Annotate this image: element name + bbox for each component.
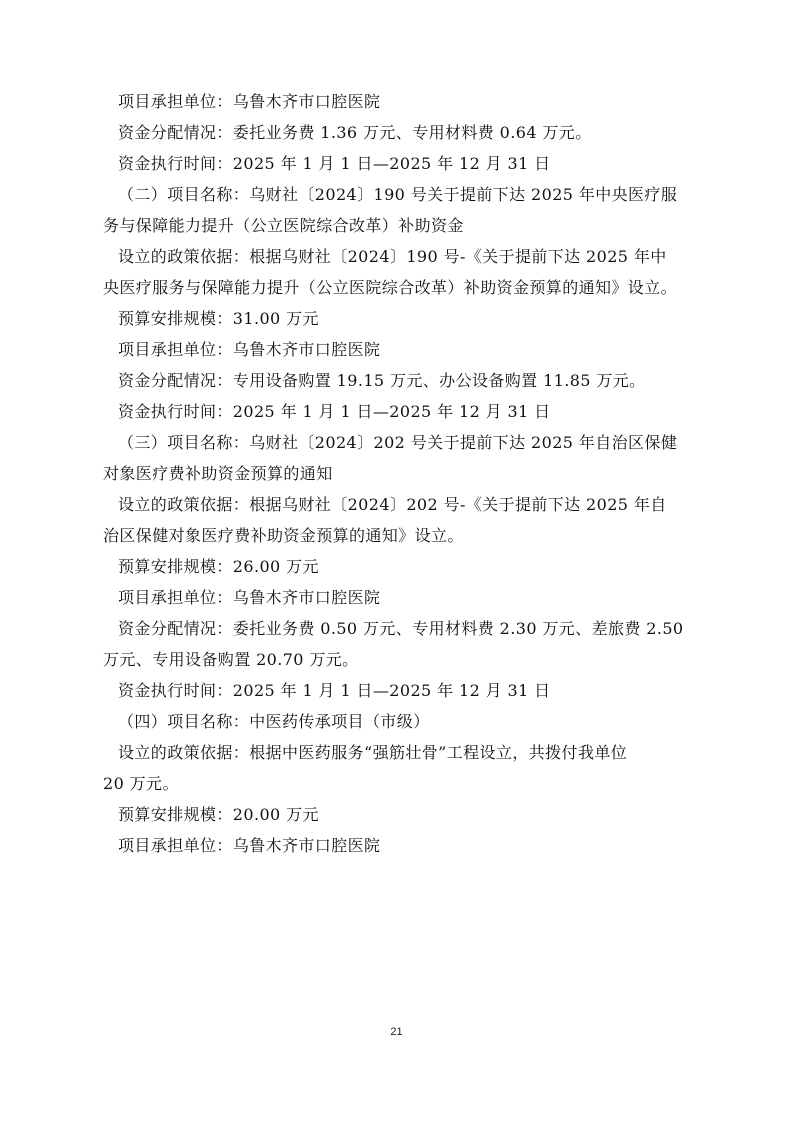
text-line: 设立的政策依据：根据乌财社〔2024〕190 号-《关于提前下达 2025 年中 — [118, 247, 667, 266]
section-heading-continued: 务与保障能力提升（公立医院综合改革）补助资金 — [103, 216, 464, 235]
text-line: 项目承担单位：乌鲁木齐市口腔医院 — [118, 588, 381, 607]
text-line-continued: 央医疗服务与保障能力提升（公立医院综合改革）补助资金预算的通知》设立。 — [103, 278, 678, 297]
text-line: 项目承担单位：乌鲁木齐市口腔医院 — [118, 340, 381, 359]
section-heading: （三）项目名称：乌财社〔2024〕202 号关于提前下达 2025 年自治区保健 — [118, 433, 678, 452]
text-line: 预算安排规模：31.00 万元 — [118, 309, 319, 328]
text-line-continued: 治区保健对象医疗费补助资金预算的通知》设立。 — [103, 526, 464, 545]
text-line: 资金执行时间：2025 年 1 月 1 日—2025 年 12 月 31 日 — [118, 154, 551, 173]
section-heading: （四）项目名称：中医药传承项目（市级） — [118, 712, 430, 731]
text-line: 设立的政策依据：根据中医药服务“强筋壮骨”工程设立，共拨付我单位 — [118, 743, 628, 762]
text-line: 资金分配情况：委托业务费 1.36 万元、专用材料费 0.64 万元。 — [118, 123, 592, 142]
text-line: 预算安排规模：20.00 万元 — [118, 805, 319, 824]
text-line: 资金执行时间：2025 年 1 月 1 日—2025 年 12 月 31 日 — [118, 681, 551, 700]
text-line: 资金分配情况：专用设备购置 19.15 万元、办公设备购置 11.85 万元。 — [118, 371, 646, 390]
section-heading: （二）项目名称：乌财社〔2024〕190 号关于提前下达 2025 年中央医疗服 — [118, 185, 678, 204]
page-number: 21 — [390, 1026, 403, 1038]
text-line-continued: 万元、专用设备购置 20.70 万元。 — [103, 650, 359, 669]
text-line-continued: 20 万元。 — [103, 774, 179, 793]
text-line: 项目承担单位：乌鲁木齐市口腔医院 — [118, 836, 381, 855]
document-body — [103, 86, 709, 861]
text-line: 设立的政策依据：根据乌财社〔2024〕202 号-《关于提前下达 2025 年自 — [118, 495, 667, 514]
text-line: 资金执行时间：2025 年 1 月 1 日—2025 年 12 月 31 日 — [118, 402, 551, 421]
text-line: 项目承担单位：乌鲁木齐市口腔医院 — [118, 92, 381, 111]
section-heading-continued: 对象医疗费补助资金预算的通知 — [103, 464, 333, 483]
text-line: 预算安排规模：26.00 万元 — [118, 557, 319, 576]
text-line: 资金分配情况：委托业务费 0.50 万元、专用材料费 2.30 万元、差旅费 2.50 — [118, 619, 684, 638]
